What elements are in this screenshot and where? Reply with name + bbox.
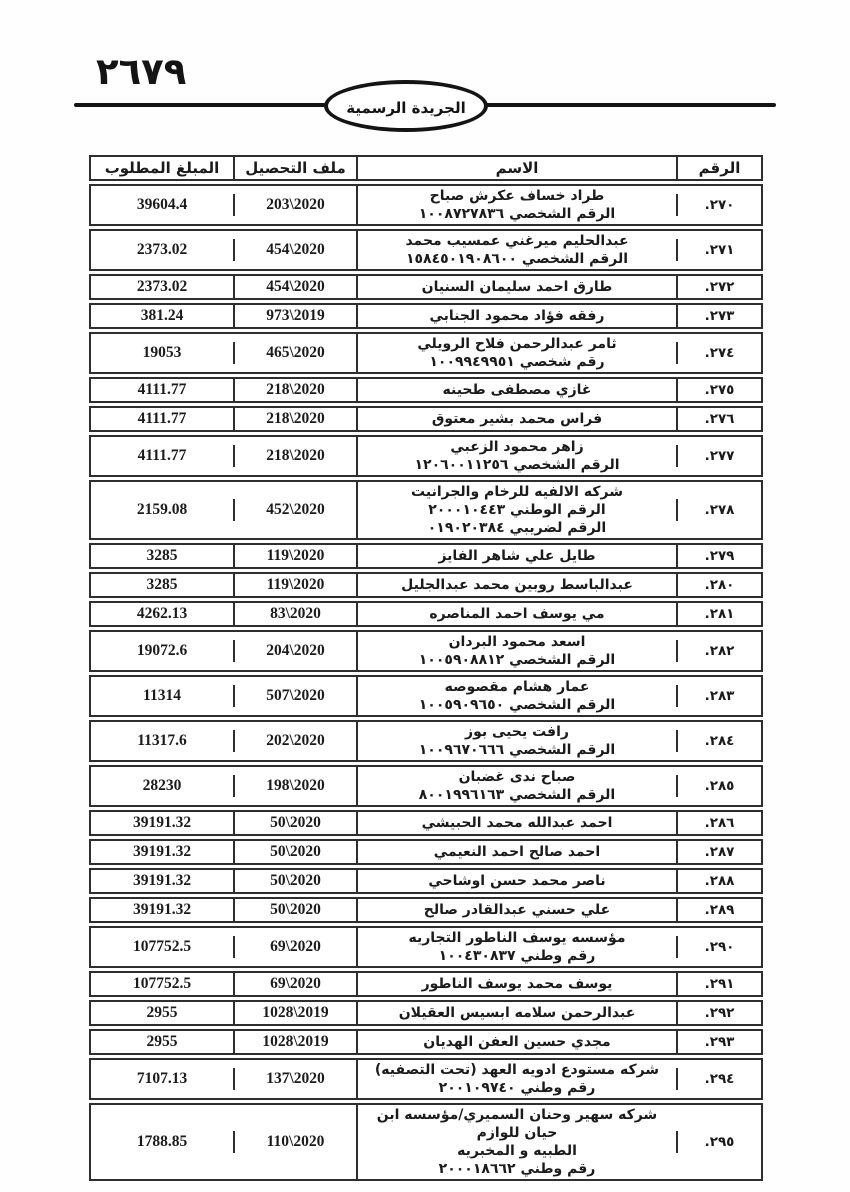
row-number: ٢٨٠. xyxy=(676,574,761,596)
name-line: رقم وطني ٢٠٠٠١٨٦٦٢ xyxy=(438,1161,596,1177)
row-amount: 107752.5 xyxy=(132,938,192,955)
row-number: ٢٩١. xyxy=(676,973,761,995)
row-number: ٢٨٤. xyxy=(676,730,761,752)
row-number: ٢٧١. xyxy=(676,239,761,261)
name-line: الرقم الشخصي ١٢٠٦٠٠١١٢٥٦ xyxy=(414,457,620,473)
row-number: ٢٨٢. xyxy=(676,640,761,662)
name-line: عبدالحليم ميرغني عمسيب محمد xyxy=(405,233,629,249)
row-amount: 2955 xyxy=(146,1004,178,1021)
row-name xyxy=(356,334,676,372)
table-row xyxy=(89,630,763,672)
row-number: ٢٨٥. xyxy=(676,775,761,797)
name-line: الرقم لضريبي ٠١٩٠٢٠٣٨٤ xyxy=(427,520,607,536)
row-number: ٢٩٠. xyxy=(676,936,761,958)
row-amount: 2955 xyxy=(146,1033,178,1050)
row-amount: 4262.13 xyxy=(136,605,188,622)
row-amount: 4111.77 xyxy=(137,410,187,427)
row-file: 50\2020 xyxy=(233,870,356,892)
row-name xyxy=(356,437,676,475)
table-row xyxy=(89,1058,763,1100)
name-line: عبدالباسط روبين محمد عبدالجليل xyxy=(401,577,633,593)
row-file: 137\2020 xyxy=(233,1068,356,1090)
row-file: 69\2020 xyxy=(233,973,356,995)
name-line: زاهر محمود الزعبي xyxy=(450,439,584,455)
row-amount: 2373.02 xyxy=(136,241,188,258)
table-body xyxy=(89,184,763,1181)
table-row xyxy=(89,971,763,997)
name-line: طايل علي شاهر الفايز xyxy=(438,548,596,564)
header-file: ملف التحصيل xyxy=(233,157,356,179)
name-line: صباح ندى غضبان xyxy=(458,769,576,785)
name-line: احمد صالح احمد النعيمي xyxy=(433,844,601,860)
table-row xyxy=(89,572,763,598)
row-file: 50\2020 xyxy=(233,841,356,863)
records-table xyxy=(89,155,763,1184)
gazette-banner-title: الجريدة الرسمية xyxy=(346,99,466,117)
table-row xyxy=(89,1029,763,1055)
name-line: الرقم الوطني ٢٠٠٠١٠٤٤٣ xyxy=(428,502,606,518)
name-line: رفقه فؤاد محمود الجنابي xyxy=(429,308,605,324)
row-file: 50\2020 xyxy=(233,812,356,834)
row-number: ٢٧٧. xyxy=(676,445,761,467)
row-file: 452\2020 xyxy=(233,499,356,521)
name-line: اسعد محمود البردان xyxy=(448,634,586,650)
name-line: الرقم الشخصي ١٠٠٨٧٢٧٨٣٦ xyxy=(418,206,616,222)
row-amount: 107752.5 xyxy=(132,975,192,992)
name-line: غازي مصطفى طحينه xyxy=(442,382,592,398)
row-number: ٢٧٩. xyxy=(676,545,761,567)
row-name xyxy=(356,186,676,224)
row-file: 69\2020 xyxy=(233,936,356,958)
name-line: رقم وطني ١٠٠٤٣٠٨٣٧ xyxy=(438,948,596,964)
name-line: عمار هشام مقصوصه xyxy=(444,679,590,695)
row-name xyxy=(356,574,676,596)
row-amount: 39191.32 xyxy=(132,814,192,831)
table-row xyxy=(89,839,763,865)
row-file: 465\2020 xyxy=(233,342,356,364)
name-line: مي يوسف احمد المناصره xyxy=(429,606,605,622)
table-row xyxy=(89,543,763,569)
row-name xyxy=(356,603,676,625)
row-number: ٢٩٥. xyxy=(676,1131,761,1153)
row-number: ٢٧٦. xyxy=(676,408,761,430)
row-file: 218\2020 xyxy=(233,408,356,430)
name-line: عبدالرحمن سلامه ابسيس العقيلان xyxy=(398,1005,636,1021)
name-line: مؤسسه يوسف الناطور التجاريه xyxy=(408,930,626,946)
table-row xyxy=(89,675,763,717)
row-file: 204\2020 xyxy=(233,640,356,662)
row-file: 119\2020 xyxy=(233,545,356,567)
row-name xyxy=(356,928,676,966)
row-file: 454\2020 xyxy=(233,239,356,261)
row-file: 454\2020 xyxy=(233,276,356,298)
row-amount: 381.24 xyxy=(140,307,184,324)
row-file: 218\2020 xyxy=(233,445,356,467)
row-amount: 1788.85 xyxy=(136,1133,188,1150)
row-number: ٢٨٩. xyxy=(676,899,761,921)
row-name xyxy=(356,722,676,760)
row-name xyxy=(356,677,676,715)
row-amount: 3285 xyxy=(146,576,178,593)
header-amount: المبلغ المطلوب xyxy=(104,159,220,177)
table-row xyxy=(89,1000,763,1026)
row-number: ٢٧٣. xyxy=(676,305,761,327)
name-line: فراس محمد بشير معتوق xyxy=(431,411,603,427)
name-line: طراد خساف عكرش صباح xyxy=(429,188,605,204)
row-name xyxy=(356,899,676,921)
row-number: ٢٨٣. xyxy=(676,685,761,707)
row-name xyxy=(356,812,676,834)
name-line: الرقم الشخصي ١٥٨٤٥٠١٩٠٨٦٠٠ xyxy=(405,251,629,267)
table-row xyxy=(89,332,763,374)
row-amount: 39604.4 xyxy=(136,196,188,213)
row-amount: 11317.6 xyxy=(137,732,187,749)
table-header-row xyxy=(89,155,763,181)
row-amount: 39191.32 xyxy=(132,843,192,860)
table-row xyxy=(89,435,763,477)
table-row xyxy=(89,926,763,968)
row-amount: 4111.77 xyxy=(137,381,187,398)
table-row xyxy=(89,229,763,271)
row-number: ٢٧٠. xyxy=(676,194,761,216)
table-row xyxy=(89,377,763,403)
row-name xyxy=(356,276,676,298)
table-row xyxy=(89,406,763,432)
row-number: ٢٩٣. xyxy=(676,1031,761,1053)
row-amount: 2373.02 xyxy=(136,278,188,295)
row-amount: 7107.13 xyxy=(136,1070,188,1087)
table-row xyxy=(89,480,763,540)
name-line: شركه الالفيه للرخام والجرانيت xyxy=(411,484,623,500)
row-name xyxy=(356,482,676,538)
name-line: يوسف محمد يوسف الناطور xyxy=(421,976,613,992)
name-line: رقم شخصي ١٠٠٩٩٤٩٩٥١ xyxy=(429,354,605,370)
name-line: رقم وطني ٢٠٠١٠٩٧٤٠ xyxy=(438,1080,596,1096)
table-row xyxy=(89,303,763,329)
row-number: ٢٨١. xyxy=(676,603,761,625)
row-number: ٢٩٤. xyxy=(676,1068,761,1090)
table-row xyxy=(89,184,763,226)
row-file: 973\2019 xyxy=(233,305,356,327)
row-amount: 4111.77 xyxy=(137,447,187,464)
name-line: علي حسني عبدالقادر صالح xyxy=(423,902,611,918)
row-number: ٢٧٥. xyxy=(676,379,761,401)
row-number: ٢٨٧. xyxy=(676,841,761,863)
row-file: 202\2020 xyxy=(233,730,356,752)
row-file: 110\2020 xyxy=(233,1131,356,1153)
row-amount: 3285 xyxy=(146,547,178,564)
row-amount: 11314 xyxy=(143,687,181,704)
row-file: 218\2020 xyxy=(233,379,356,401)
header-number: الرقم xyxy=(676,157,761,179)
row-name xyxy=(356,870,676,892)
row-number: ٢٧٨. xyxy=(676,499,761,521)
row-file: 1028\2019 xyxy=(233,1031,356,1053)
row-file: 198\2020 xyxy=(233,775,356,797)
row-name xyxy=(356,231,676,269)
row-name xyxy=(356,1060,676,1098)
row-file: 119\2020 xyxy=(233,574,356,596)
table-row xyxy=(89,601,763,627)
name-line: الرقم الشخصي ١٠٠٥٩٠٨٨١٢ xyxy=(418,652,616,668)
row-name xyxy=(356,841,676,863)
row-name xyxy=(356,1002,676,1024)
row-amount: 2159.08 xyxy=(136,501,188,518)
row-number: ٢٩٢. xyxy=(676,1002,761,1024)
row-amount: 39191.32 xyxy=(132,872,192,889)
row-name xyxy=(356,545,676,567)
table-row xyxy=(89,810,763,836)
row-file: 1028\2019 xyxy=(233,1002,356,1024)
row-amount: 39191.32 xyxy=(132,901,192,918)
row-name xyxy=(356,1031,676,1053)
table-row xyxy=(89,765,763,807)
row-amount: 19072.6 xyxy=(136,642,188,659)
header-name: الاسم xyxy=(356,157,676,179)
row-name xyxy=(356,305,676,327)
table-row xyxy=(89,274,763,300)
row-name xyxy=(356,1105,676,1179)
row-file: 507\2020 xyxy=(233,685,356,707)
row-number: ٢٨٦. xyxy=(676,812,761,834)
page-number: ٢٦٧٩ xyxy=(96,50,187,93)
name-line: الرقم الشخصي ١٠٠٩٦٧٠٦٦٦ xyxy=(418,742,616,758)
row-number: ٢٧٤. xyxy=(676,342,761,364)
table-row xyxy=(89,868,763,894)
name-line: طارق احمد سليمان السنيان xyxy=(421,279,613,295)
row-file: 83\2020 xyxy=(233,603,356,625)
row-amount: 28230 xyxy=(142,777,182,794)
row-name xyxy=(356,408,676,430)
table-row xyxy=(89,897,763,923)
row-number: ٢٨٨. xyxy=(676,870,761,892)
name-line: الطبيه و المخبريه xyxy=(457,1143,577,1159)
table-row xyxy=(89,1103,763,1181)
row-number: ٢٧٢. xyxy=(676,276,761,298)
row-name xyxy=(356,767,676,805)
name-line: شركه سهير وحنان السميري/مؤسسه ابن حيان للوازم xyxy=(376,1107,658,1141)
row-name xyxy=(356,973,676,995)
name-line: شركه مستودع ادويه العهد (تحت التصفيه) xyxy=(374,1062,660,1078)
row-amount: 19053 xyxy=(142,344,182,361)
name-line: احمد عبدالله محمد الحبيشي xyxy=(421,815,613,831)
name-line: الرقم الشخصي ٨٠٠١٩٩٦١٦٣ xyxy=(418,787,616,803)
table-row xyxy=(89,720,763,762)
row-file: 203\2020 xyxy=(233,194,356,216)
gazette-banner xyxy=(324,80,488,132)
name-line: ثامر عبدالرحمن فلاح الرويلي xyxy=(417,336,617,352)
row-name xyxy=(356,632,676,670)
name-line: رافت يحيى بوز xyxy=(465,724,569,740)
row-file: 50\2020 xyxy=(233,899,356,921)
name-line: مجدي حسين العفن الهديان xyxy=(423,1034,611,1050)
name-line: ناصر محمد حسن اوشاحي xyxy=(428,873,606,889)
row-name xyxy=(356,379,676,401)
name-line: الرقم الشخصي ١٠٠٥٩٠٩٦٥٠ xyxy=(418,697,616,713)
